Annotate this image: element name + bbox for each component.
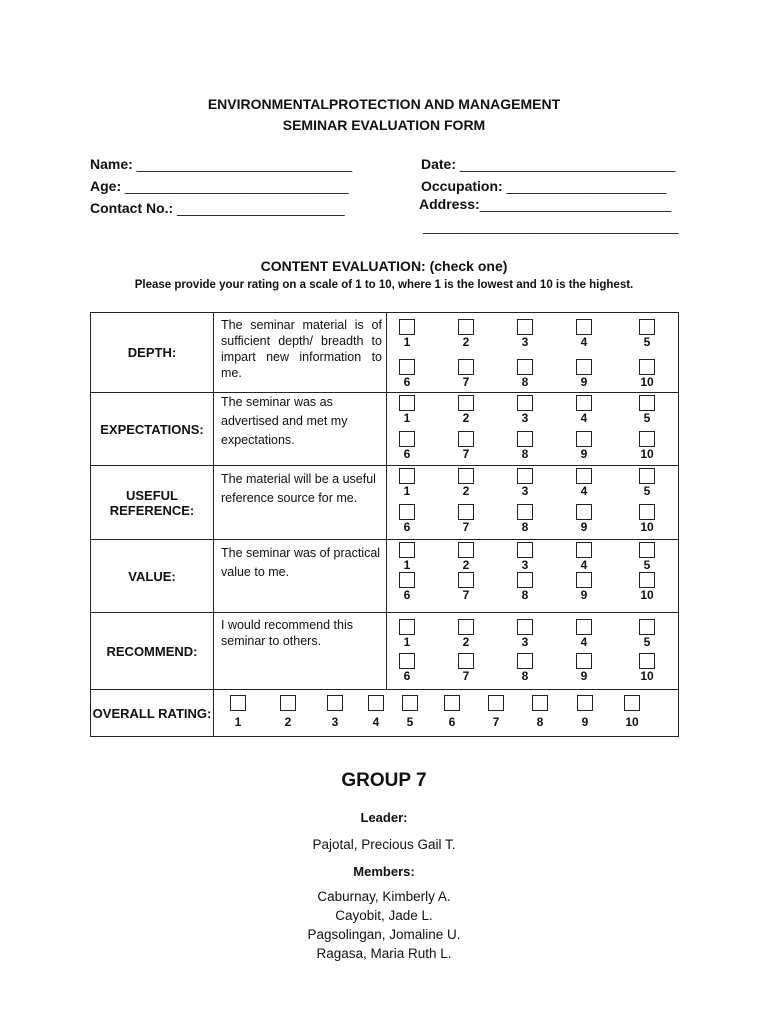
rating-number: 9 (580, 588, 588, 602)
rating-number: 9 (580, 447, 588, 461)
rating-number: 8 (521, 520, 529, 534)
leader-heading: Leader: (360, 810, 408, 825)
rating-option-8[interactable] (505, 504, 545, 533)
rating-number: 5 (643, 558, 651, 572)
overall-rating-number: 3 (331, 715, 339, 729)
rating-option-7[interactable] (446, 572, 486, 601)
description-cell (214, 613, 387, 690)
rating-number: 3 (521, 558, 529, 572)
name-field[interactable] (90, 156, 352, 172)
description-cell (214, 393, 387, 466)
rating-option-10[interactable] (627, 504, 667, 533)
rating-checkbox[interactable] (517, 319, 533, 335)
rating-number: 4 (580, 335, 588, 349)
rating-option-10[interactable] (627, 431, 667, 460)
member-name: Caburnay, Kimberly A. (317, 889, 451, 904)
rating-number: 4 (580, 411, 588, 425)
overall-rating-checkbox[interactable] (488, 695, 504, 711)
rating-number: 2 (462, 484, 470, 498)
address-field[interactable] (419, 196, 671, 212)
rating-number: 10 (640, 520, 654, 534)
rating-checkbox[interactable] (576, 359, 592, 375)
overall-rating-number: 2 (284, 715, 292, 729)
category-label-useful-reference: USEFUL REFERENCE: (91, 466, 214, 540)
occupation-label: Occupation: (421, 178, 503, 194)
member-name: Pagsolingan, Jomaline U. (307, 927, 461, 942)
rating-option-8[interactable] (505, 431, 545, 460)
overall-rating-option-6[interactable] (436, 695, 468, 729)
rating-number: 6 (403, 447, 411, 461)
rating-option-4[interactable] (564, 395, 604, 424)
description-expectations: The seminar was as advertised and met my expectations. (221, 395, 348, 447)
address-field-continued[interactable] (423, 218, 679, 234)
rating-option-8[interactable] (505, 359, 545, 388)
rating-option-8[interactable] (505, 572, 545, 601)
description-value: The seminar was of practical value to me. (221, 546, 381, 579)
rating-number: 7 (462, 375, 470, 389)
rating-option-3[interactable] (505, 395, 545, 424)
form-title-line1: ENVIRONMENTALPROTECTION AND MANAGEMENT (207, 96, 561, 112)
rating-number: 10 (640, 588, 654, 602)
rating-checkbox[interactable] (576, 542, 592, 558)
overall-rating-number: 9 (581, 715, 589, 729)
rating-checkbox[interactable] (458, 572, 474, 588)
rating-number: 10 (640, 669, 654, 683)
overall-rating-option-10[interactable] (616, 695, 648, 729)
rating-checkbox[interactable] (576, 572, 592, 588)
rating-option-9[interactable] (564, 653, 604, 682)
rating-options (387, 313, 679, 393)
overall-rating-options (214, 690, 679, 737)
rating-number: 4 (580, 635, 588, 649)
overall-rating-option-8[interactable] (524, 695, 556, 729)
address-line-2: ________________________________ (423, 218, 679, 234)
form-title-line2: SEMINAR EVALUATION FORM (282, 117, 486, 133)
rating-option-5[interactable] (627, 395, 667, 424)
rating-checkbox[interactable] (576, 504, 592, 520)
rating-checkbox[interactable] (639, 395, 655, 411)
overall-rating-option-3[interactable] (319, 695, 351, 729)
rating-option-2[interactable] (446, 395, 486, 424)
rating-number: 9 (580, 669, 588, 683)
members-heading: Members: (353, 864, 415, 879)
age-label: Age: (90, 178, 122, 194)
overall-rating-label: OVERALL RATING: (91, 690, 214, 737)
occupation-field[interactable] (421, 178, 666, 194)
description-useful-reference: The material will be a useful reference source for me. (221, 472, 376, 505)
address-label: Address: (419, 196, 480, 212)
date-line: ___________________________ (459, 156, 676, 172)
rating-checkbox[interactable] (639, 619, 655, 635)
rating-instructions: Please provide your rating on a scale of 1 to 10, where 1 is the lowest and 10 is the highest. (134, 279, 634, 291)
rating-option-9[interactable] (564, 504, 604, 533)
rating-option-4[interactable] (564, 319, 604, 348)
rating-number: 2 (462, 335, 470, 349)
description-cell (214, 540, 387, 613)
rating-option-5[interactable] (627, 619, 667, 648)
rating-option-5[interactable] (627, 468, 667, 497)
age-field[interactable] (90, 178, 349, 194)
rating-number: 6 (403, 669, 411, 683)
rating-checkbox[interactable] (639, 504, 655, 520)
rating-checkbox[interactable] (576, 431, 592, 447)
age-line: ____________________________ (125, 178, 349, 194)
rating-option-1[interactable] (387, 542, 427, 571)
rating-number: 1 (403, 558, 411, 572)
table-row-overall-rating (91, 690, 679, 737)
rating-checkbox[interactable] (576, 395, 592, 411)
rating-number: 7 (462, 669, 470, 683)
rating-number: 3 (521, 335, 529, 349)
rating-checkbox[interactable] (517, 572, 533, 588)
overall-rating-option-7[interactable] (480, 695, 512, 729)
rating-checkbox[interactable] (517, 359, 533, 375)
rating-checkbox[interactable] (458, 504, 474, 520)
rating-number: 10 (640, 375, 654, 389)
rating-option-7[interactable] (446, 431, 486, 460)
overall-rating-checkbox[interactable] (280, 695, 296, 711)
contact-field[interactable] (90, 200, 345, 216)
rating-checkbox[interactable] (517, 653, 533, 669)
rating-options (387, 393, 679, 466)
rating-number: 9 (580, 520, 588, 534)
rating-number: 10 (640, 447, 654, 461)
rating-checkbox[interactable] (458, 653, 474, 669)
rating-number: 7 (462, 588, 470, 602)
category-label-expectations: EXPECTATIONS: (91, 393, 214, 466)
rating-number: 7 (462, 447, 470, 461)
description-recommend: I would recommend this seminar to others. (221, 618, 354, 648)
overall-rating-checkbox[interactable] (402, 695, 418, 711)
rating-number: 5 (643, 635, 651, 649)
overall-rating-checkbox[interactable] (230, 695, 246, 711)
member-name: Ragasa, Maria Ruth L. (316, 946, 452, 961)
rating-checkbox[interactable] (458, 542, 474, 558)
rating-option-2[interactable] (446, 319, 486, 348)
rating-number: 4 (580, 484, 588, 498)
rating-option-2[interactable] (446, 542, 486, 571)
rating-option-1[interactable] (387, 395, 427, 424)
rating-number: 9 (580, 375, 588, 389)
rating-options (387, 540, 679, 613)
rating-number: 1 (403, 635, 411, 649)
table-row-useful-reference (91, 466, 679, 540)
rating-number: 5 (643, 484, 651, 498)
rating-number: 1 (403, 335, 411, 349)
rating-checkbox[interactable] (517, 619, 533, 635)
overall-rating-option-2[interactable] (272, 695, 304, 729)
rating-checkbox[interactable] (517, 542, 533, 558)
leader-name: Pajotal, Precious Gail T. (312, 837, 456, 852)
table-row-expectations (91, 393, 679, 466)
rating-option-1[interactable] (387, 619, 427, 648)
rating-option-10[interactable] (627, 572, 667, 601)
rating-number: 1 (403, 411, 411, 425)
category-label-recommend: RECOMMEND: (91, 613, 214, 690)
rating-number: 8 (521, 588, 529, 602)
rating-options (387, 466, 679, 540)
rating-number: 4 (580, 558, 588, 572)
rating-checkbox[interactable] (639, 542, 655, 558)
occupation-line: ____________________ (506, 178, 667, 194)
rating-option-5[interactable] (627, 319, 667, 348)
table-row-depth (91, 313, 679, 393)
rating-checkbox[interactable] (399, 504, 415, 520)
date-field[interactable] (421, 156, 676, 172)
rating-option-9[interactable] (564, 572, 604, 601)
overall-rating-checkbox[interactable] (327, 695, 343, 711)
rating-number: 3 (521, 635, 529, 649)
content-evaluation-title: CONTENT EVALUATION: (check one) (260, 258, 508, 274)
rating-option-10[interactable] (627, 653, 667, 682)
rating-option-10[interactable] (627, 359, 667, 388)
overall-rating-number: 10 (625, 715, 639, 729)
rating-number: 8 (521, 447, 529, 461)
rating-number: 3 (521, 484, 529, 498)
rating-option-7[interactable] (446, 653, 486, 682)
rating-option-4[interactable] (564, 542, 604, 571)
rating-checkbox[interactable] (399, 359, 415, 375)
rating-option-3[interactable] (505, 319, 545, 348)
rating-checkbox[interactable] (399, 468, 415, 484)
rating-number: 5 (643, 411, 651, 425)
rating-checkbox[interactable] (517, 431, 533, 447)
rating-number: 2 (462, 558, 470, 572)
rating-options (387, 613, 679, 690)
overall-rating-option-5[interactable] (394, 695, 426, 729)
rating-checkbox[interactable] (517, 468, 533, 484)
overall-rating-option-9[interactable] (569, 695, 601, 729)
category-label-depth: DEPTH: (91, 313, 214, 393)
rating-number: 8 (521, 375, 529, 389)
rating-checkbox[interactable] (576, 619, 592, 635)
rating-checkbox[interactable] (399, 431, 415, 447)
table-row-value (91, 540, 679, 613)
rating-checkbox[interactable] (399, 395, 415, 411)
description-cell (214, 466, 387, 540)
overall-rating-option-1[interactable] (222, 695, 254, 729)
overall-rating-number: 8 (536, 715, 544, 729)
overall-rating-option-4[interactable] (360, 695, 392, 729)
rating-option-7[interactable] (446, 359, 486, 388)
rating-checkbox[interactable] (458, 395, 474, 411)
category-label-value: VALUE: (91, 540, 214, 613)
rating-option-4[interactable] (564, 468, 604, 497)
address-line: ________________________ (479, 196, 672, 212)
rating-checkbox[interactable] (399, 653, 415, 669)
rating-number: 8 (521, 669, 529, 683)
overall-rating-number: 7 (492, 715, 500, 729)
rating-checkbox[interactable] (399, 572, 415, 588)
rating-checkbox[interactable] (458, 359, 474, 375)
rating-checkbox[interactable] (639, 468, 655, 484)
rating-option-6[interactable] (387, 359, 427, 388)
rating-checkbox[interactable] (576, 653, 592, 669)
rating-checkbox[interactable] (639, 653, 655, 669)
contact-line: _____________________ (177, 200, 345, 216)
rating-checkbox[interactable] (399, 319, 415, 335)
rating-checkbox[interactable] (639, 319, 655, 335)
overall-rating-number: 6 (448, 715, 456, 729)
table-row-recommend (91, 613, 679, 690)
rating-number: 6 (403, 588, 411, 602)
overall-rating-number: 1 (234, 715, 242, 729)
rating-option-6[interactable] (387, 504, 427, 533)
rating-checkbox[interactable] (576, 319, 592, 335)
rating-option-2[interactable] (446, 468, 486, 497)
rating-checkbox[interactable] (458, 431, 474, 447)
rating-option-4[interactable] (564, 619, 604, 648)
evaluation-table (90, 312, 679, 737)
group-title: GROUP 7 (341, 770, 427, 791)
rating-number: 6 (403, 375, 411, 389)
description-depth: The seminar material is of sufficient depth/ breadth to impart new information to me. (221, 318, 382, 380)
rating-option-6[interactable] (387, 653, 427, 682)
overall-rating-number: 5 (406, 715, 414, 729)
rating-option-3[interactable] (505, 619, 545, 648)
name-label: Name: (90, 156, 133, 172)
member-name: Cayobit, Jade L. (335, 908, 433, 923)
rating-number: 2 (462, 411, 470, 425)
overall-rating-number: 4 (372, 715, 380, 729)
rating-option-9[interactable] (564, 359, 604, 388)
rating-checkbox[interactable] (399, 542, 415, 558)
contact-label: Contact No.: (90, 200, 174, 216)
overall-rating-checkbox[interactable] (532, 695, 548, 711)
rating-checkbox[interactable] (576, 468, 592, 484)
rating-option-6[interactable] (387, 572, 427, 601)
rating-option-3[interactable] (505, 542, 545, 571)
rating-checkbox[interactable] (517, 395, 533, 411)
rating-option-3[interactable] (505, 468, 545, 497)
rating-option-2[interactable] (446, 619, 486, 648)
rating-checkbox[interactable] (399, 619, 415, 635)
rating-option-6[interactable] (387, 431, 427, 460)
rating-number: 1 (403, 484, 411, 498)
rating-checkbox[interactable] (458, 619, 474, 635)
rating-number: 3 (521, 411, 529, 425)
rating-option-1[interactable] (387, 319, 427, 348)
name-line: ___________________________ (136, 156, 353, 172)
rating-checkbox[interactable] (639, 359, 655, 375)
rating-number: 5 (643, 335, 651, 349)
rating-number: 2 (462, 635, 470, 649)
rating-checkbox[interactable] (639, 572, 655, 588)
rating-checkbox[interactable] (517, 504, 533, 520)
rating-checkbox[interactable] (458, 319, 474, 335)
date-label: Date: (421, 156, 457, 172)
overall-rating-checkbox[interactable] (444, 695, 460, 711)
rating-option-7[interactable] (446, 504, 486, 533)
overall-rating-checkbox[interactable] (577, 695, 593, 711)
rating-option-9[interactable] (564, 431, 604, 460)
rating-option-5[interactable] (627, 542, 667, 571)
rating-checkbox[interactable] (639, 431, 655, 447)
description-cell (214, 313, 387, 393)
rating-checkbox[interactable] (458, 468, 474, 484)
overall-rating-checkbox[interactable] (368, 695, 384, 711)
rating-number: 6 (403, 520, 411, 534)
rating-option-1[interactable] (387, 468, 427, 497)
rating-option-8[interactable] (505, 653, 545, 682)
rating-number: 7 (462, 520, 470, 534)
overall-rating-checkbox[interactable] (624, 695, 640, 711)
